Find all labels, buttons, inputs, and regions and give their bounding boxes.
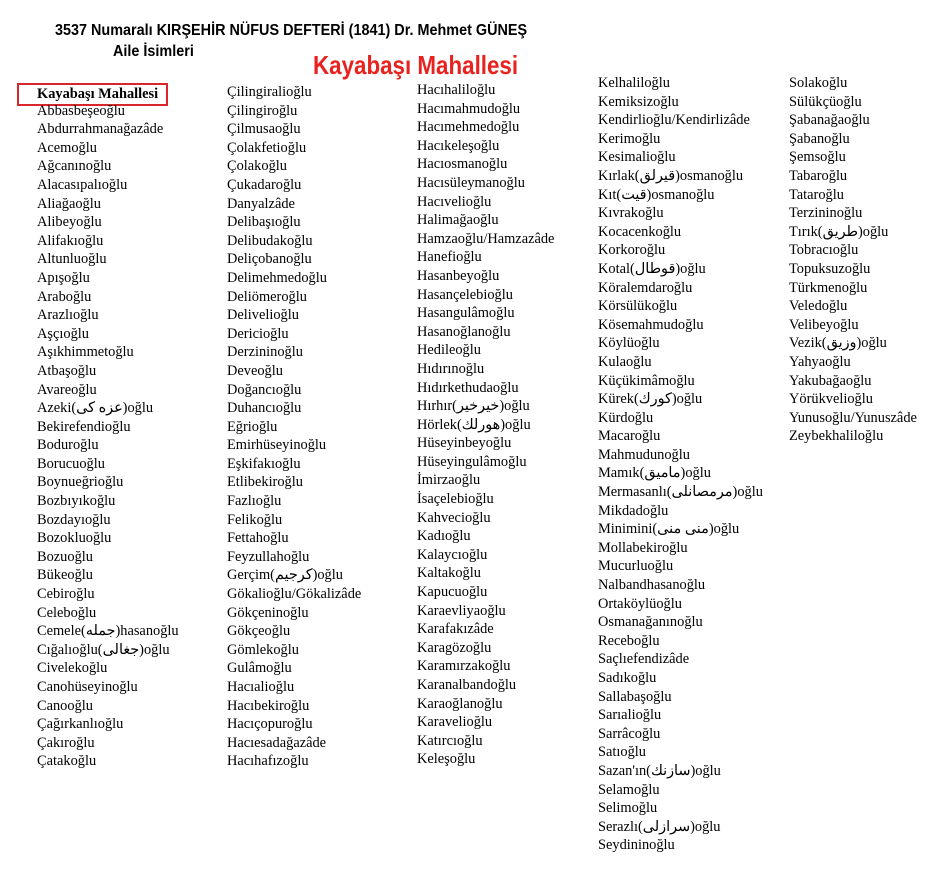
family-name-item: Hacıhafızoğlu bbox=[227, 753, 309, 770]
family-name-item: Bozokluoğlu bbox=[37, 530, 112, 547]
family-name-item: Halimağaoğlu bbox=[417, 212, 499, 229]
family-name-item: Tobracıoğlu bbox=[789, 242, 859, 259]
family-name-item: Tırık(طريق)oğlu bbox=[789, 223, 889, 240]
family-name-item: Azeki(عزه کی)oğlu bbox=[37, 400, 154, 417]
family-name-item: Gerçim(كرجيم)oğlu bbox=[227, 567, 343, 584]
family-name-item: Hasanoğlanoğlu bbox=[417, 323, 511, 340]
family-name-item: Sazan'ın(سازنك)oğlu bbox=[598, 762, 721, 779]
family-name-item: İmirzaoğlu bbox=[417, 472, 481, 489]
family-name-item: Fettahoğlu bbox=[227, 530, 289, 547]
family-name-item: Yahyaoğlu bbox=[789, 353, 851, 370]
family-name-item: Karamırzakoğlu bbox=[417, 658, 511, 675]
family-name-item: Satıoğlu bbox=[598, 744, 646, 761]
family-name-item: Eğrioğlu bbox=[227, 418, 278, 435]
family-name-item: Hasançelebioğlu bbox=[417, 286, 513, 303]
family-name-item: Karavelioğlu bbox=[417, 714, 493, 731]
family-name-item: Kelhalіloğlu bbox=[598, 75, 670, 91]
family-name-item: Serazlı(سرازلى)oğlu bbox=[598, 818, 721, 835]
family-name-item: Çilmusaoğlu bbox=[227, 121, 301, 138]
family-name-item: Canohüseyinoğlu bbox=[37, 679, 138, 695]
family-name-item: Celeboğlu bbox=[37, 604, 97, 621]
family-name-item: Hacımehmedoğlu bbox=[417, 119, 520, 136]
family-name-item: Türkmenoğlu bbox=[789, 279, 868, 296]
family-name-item: Şabanoğlu bbox=[789, 130, 850, 147]
family-name-item: Vezik(وزيق)oğlu bbox=[789, 335, 887, 352]
family-name-item: Danyalzâde bbox=[227, 195, 295, 212]
family-name-item: Kırlak(قيرلق)osmanoğlu bbox=[598, 167, 744, 184]
family-name-item: Körsülükoğlu bbox=[598, 298, 678, 315]
family-name-item: Bozuoğlu bbox=[37, 548, 93, 565]
family-name-item: Hasangulâmoğlu bbox=[417, 305, 515, 322]
boxed-neighborhood-label bbox=[37, 83, 179, 102]
family-name-item: Tataroğlu bbox=[789, 186, 844, 203]
family-name-item: Kıt(قيت)osmanoğlu bbox=[598, 186, 715, 203]
family-name-item: Ortaköylüoğlu bbox=[598, 595, 682, 612]
family-name-item: Kürek(كورك)oğlu bbox=[598, 391, 703, 408]
family-name-item: Canooğlu bbox=[37, 697, 93, 714]
family-name-item: Velibeyoğlu bbox=[789, 316, 859, 333]
family-name-item: Yakubağaoğlu bbox=[789, 372, 872, 389]
family-name-item: Alibeyoğlu bbox=[37, 214, 102, 231]
family-name-item: Deveoğlu bbox=[227, 362, 283, 379]
family-name-item: Çilingiroğlu bbox=[227, 102, 298, 119]
highlight-box: Kayabaşı Mahallesi bbox=[17, 83, 168, 106]
family-name-item: Kahvecioğlu bbox=[417, 509, 491, 526]
family-name-item: Saçlıefendizâde bbox=[598, 651, 690, 668]
family-name-item: Avareoğlu bbox=[37, 381, 97, 398]
family-name-item: Delimehmedoğlu bbox=[227, 269, 327, 286]
family-name-item: Ağcanınoğlu bbox=[37, 158, 112, 175]
family-name-item: Hasanbeyoğlu bbox=[417, 267, 500, 284]
family-name-item: Hacımahmudoğlu bbox=[417, 100, 521, 117]
family-name-item: Selimoğlu bbox=[598, 800, 658, 817]
family-name-item: Deliçobanoğlu bbox=[227, 251, 312, 268]
name-column-2 bbox=[227, 83, 361, 771]
family-name-item: Karagözoğlu bbox=[417, 639, 492, 656]
family-name-item: Kendirlioğlu/Kendirlizâde bbox=[598, 112, 750, 129]
family-name-item: Kerimoğlu bbox=[598, 130, 661, 147]
family-name-item: Delibaşıoğlu bbox=[227, 214, 301, 231]
family-name-item: Emirhüseyinoğlu bbox=[227, 437, 327, 454]
family-name-item: Fazlıoğlu bbox=[227, 493, 282, 510]
family-name-item: Terzininoğlu bbox=[789, 205, 863, 222]
family-name-item: Karaoğlanoğlu bbox=[417, 695, 503, 712]
family-name-item: Deliveliоğlu bbox=[227, 307, 299, 324]
document-title: 3537 Numaralı KIRŞEHİR NÜFUS DEFTERİ (1841) Dr. Mehmet GÜNEŞ bbox=[55, 22, 528, 39]
family-name-item: Cığalıoğlu(جغالى)oğlu bbox=[37, 641, 170, 658]
family-name-item: Gökçeninoğlu bbox=[227, 604, 309, 621]
family-name-item: Hanefioğlu bbox=[417, 249, 482, 266]
family-name-item: Kadıoğlu bbox=[417, 528, 471, 545]
family-name-item: Mollabekiroğlu bbox=[598, 539, 688, 556]
family-name-item: Hırhır(خيرخير)oğlu bbox=[417, 398, 530, 415]
family-name-item: Solakoğlu bbox=[789, 75, 848, 91]
family-name-item: Küçükimâmoğlu bbox=[598, 372, 695, 389]
family-name-item: Bekirefendioğlu bbox=[37, 418, 131, 435]
family-name-item: Kulaoğlu bbox=[598, 353, 652, 370]
family-name-item: Borucuoğlu bbox=[37, 455, 105, 472]
name-column-5 bbox=[789, 74, 949, 446]
family-name-item: Doğancıoğlu bbox=[227, 381, 302, 398]
family-name-item: Hacıbekiroğlu bbox=[227, 697, 310, 714]
family-name-item: Gömlekoğlu bbox=[227, 641, 299, 658]
family-name-item: Hacısüleymanoğlu bbox=[417, 174, 525, 191]
family-name-item: Hamzaoğlu/Hamzazâde bbox=[417, 230, 555, 247]
family-name-item: Hüseyingulâmoğlu bbox=[417, 453, 527, 470]
family-name-item: Alifakıoğlu bbox=[37, 232, 104, 249]
family-name-item: Mahmudunoğlu bbox=[598, 446, 690, 463]
family-name-item: Karanalbandoğlu bbox=[417, 677, 517, 693]
family-name-item: Mikdadoğlu bbox=[598, 502, 669, 519]
family-name-item: Karafakızâde bbox=[417, 621, 494, 638]
family-name-item: Topuksuzoğlu bbox=[789, 260, 871, 277]
family-name-item: Kesimalioğlu bbox=[598, 149, 676, 166]
family-name-item: Hacıalioğlu bbox=[227, 679, 295, 695]
family-name-item: Aliağaoğlu bbox=[37, 195, 101, 212]
family-name-item: Macaroğlu bbox=[598, 428, 661, 445]
family-name-item: Minimini(منى منى)oğlu bbox=[598, 521, 740, 538]
family-name-item: Keleşoğlu bbox=[417, 751, 476, 768]
family-name-item: Mermasanlı(مرمصانلى)oğlu bbox=[598, 484, 763, 501]
name-column-3 bbox=[417, 81, 565, 769]
family-name-item: Sarrâcoğlu bbox=[598, 725, 661, 742]
family-name-item: Altunluoğlu bbox=[37, 251, 107, 268]
family-name-item: Delibudakoğlu bbox=[227, 232, 313, 249]
family-name-item: Kocacenkoğlu bbox=[598, 223, 682, 240]
family-name-item: Çolakoğlu bbox=[227, 158, 287, 175]
family-name-item: Sallabaşoğlu bbox=[598, 688, 672, 705]
family-name-item: Mamık(ماميق)oğlu bbox=[598, 465, 711, 482]
family-name-item: Derzininoğlu bbox=[227, 344, 303, 361]
family-name-item: Çakıroğlu bbox=[37, 734, 95, 751]
family-name-item: Araboğlu bbox=[37, 288, 92, 305]
family-name-item: Korkoroğlu bbox=[598, 242, 666, 259]
family-name-item: Yörükvelioğlu bbox=[789, 391, 873, 408]
family-name-item: Aşıkhimmetoğlu bbox=[37, 344, 134, 361]
neighborhood-heading: Kayabaşı Mahallesi bbox=[313, 50, 519, 80]
family-name-item: Hacıkeleşoğlu bbox=[417, 137, 500, 154]
family-name-item: Hacıçopuroğlu bbox=[227, 716, 313, 733]
family-name-item: Yunusoğlu/Yunuszâde bbox=[789, 409, 917, 426]
family-name-item: Kıvrakoğlu bbox=[598, 205, 664, 222]
family-name-item: Hıdırkethudaoğlu bbox=[417, 379, 519, 396]
family-name-item: Cemele(جمله)hasanoğlu bbox=[37, 623, 179, 640]
family-name-item: Şabanağaoğlu bbox=[789, 112, 870, 129]
family-name-item: Mucurluoğlu bbox=[598, 558, 674, 575]
family-name-item: Arazlıoğlu bbox=[37, 307, 99, 324]
family-name-item: Felikoğlu bbox=[227, 511, 283, 528]
family-name-item: Veledoğlu bbox=[789, 298, 848, 315]
document-subtitle: Aile İsimleri bbox=[113, 43, 194, 60]
family-name-item: Köylüoğlu bbox=[598, 335, 660, 352]
family-name-item: Kösemahmudoğlu bbox=[598, 316, 704, 333]
family-name-item: Kapucuoğlu bbox=[417, 584, 488, 601]
family-name-item: Apışoğlu bbox=[37, 269, 90, 286]
name-column-4 bbox=[598, 74, 778, 855]
family-name-item: Karaevliyaoğlu bbox=[417, 602, 506, 619]
family-name-item: Çilingiralioğlu bbox=[227, 84, 312, 100]
family-name-item: Duhancıoğlu bbox=[227, 400, 302, 417]
family-name-item: Selamoğlu bbox=[598, 781, 660, 798]
name-column-1 bbox=[37, 83, 179, 771]
family-name-item: Gökalioğlu/Gökalizâde bbox=[227, 586, 362, 603]
family-name-item: Hacıhalіloğlu bbox=[417, 82, 496, 98]
family-name-item: Hüseyinbeyoğlu bbox=[417, 435, 512, 452]
family-name-item: Kaltakoğlu bbox=[417, 565, 481, 582]
family-name-item: Boduroğlu bbox=[37, 437, 99, 454]
family-name-item: Katırcıoğlu bbox=[417, 732, 483, 749]
family-name-item: Kürdoğlu bbox=[598, 409, 654, 426]
family-name-item: Hedileoğlu bbox=[417, 342, 481, 359]
family-name-item: Sadıkoğlu bbox=[598, 670, 657, 686]
family-name-item: Deliömeroğlu bbox=[227, 288, 307, 305]
family-name-item: Kalaycıoğlu bbox=[417, 546, 488, 563]
family-name-item: Osmanağanınoğlu bbox=[598, 614, 703, 631]
family-name-item: Şemsoğlu bbox=[789, 149, 846, 166]
family-name-item: Hacıesadağazâde bbox=[227, 734, 327, 751]
family-name-item: Seydininoğlu bbox=[598, 837, 675, 854]
family-name-item: Cebiroğlu bbox=[37, 586, 95, 603]
family-name-item: Dericioğlu bbox=[227, 325, 289, 342]
family-name-item: Civelekoğlu bbox=[37, 660, 108, 677]
family-name-item: Alacasıpalıoğlu bbox=[37, 176, 128, 193]
family-name-item: Sarıalioğlu bbox=[598, 707, 662, 724]
family-name-item: Çağırkanlıoğlu bbox=[37, 716, 124, 733]
family-name-item: Receboğlu bbox=[598, 632, 660, 649]
family-name-item: Feyzullahoğlu bbox=[227, 548, 310, 565]
family-name-item: Gökçeoğlu bbox=[227, 623, 291, 640]
family-name-item: Etlibekiroğlu bbox=[227, 474, 303, 491]
family-name-item: Boynueğrioğlu bbox=[37, 474, 124, 491]
family-name-item: Abbasbeşeoğlu bbox=[37, 102, 125, 119]
family-name-item: Zeybekhalіloğlu bbox=[789, 428, 884, 445]
family-name-item: Acemoğlu bbox=[37, 139, 97, 156]
family-name-item: Bozbıyıkoğlu bbox=[37, 493, 116, 510]
family-name-item: Nalbandhasanoğlu bbox=[598, 577, 706, 594]
family-name-item: Köralemdaroğlu bbox=[598, 279, 693, 296]
family-name-item: Hacıvelioğlu bbox=[417, 193, 492, 210]
family-name-item: Çatakoğlu bbox=[37, 753, 97, 770]
family-name-item: Gulâmoğlu bbox=[227, 660, 292, 677]
family-name-item: Çolakfetioğlu bbox=[227, 139, 307, 156]
family-name-item: Kemiksizoğlu bbox=[598, 93, 679, 110]
family-name-item: Tabaroğlu bbox=[789, 167, 848, 184]
family-name-item: Hörlek(هورلك)oğlu bbox=[417, 416, 531, 433]
family-name-item: Bükeoğlu bbox=[37, 567, 93, 584]
family-name-item: Hıdırınoğlu bbox=[417, 360, 485, 377]
family-name-item: İsaçelebioğlu bbox=[417, 491, 494, 508]
family-name-item: Hacıosmanoğlu bbox=[417, 156, 508, 173]
family-name-item: Sülükçüoğlu bbox=[789, 93, 862, 110]
family-name-item: Aşçıoğlu bbox=[37, 325, 89, 342]
family-name-item: Eşkifakıoğlu bbox=[227, 455, 301, 472]
family-name-item: Çukadaroğlu bbox=[227, 176, 302, 193]
family-name-item: Kotal(قوطال)oğlu bbox=[598, 260, 706, 277]
family-name-item: Bozdayıoğlu bbox=[37, 511, 111, 528]
family-name-item: Abdurrahmanağazâde bbox=[37, 121, 164, 138]
family-name-item: Atbaşoğlu bbox=[37, 362, 97, 379]
